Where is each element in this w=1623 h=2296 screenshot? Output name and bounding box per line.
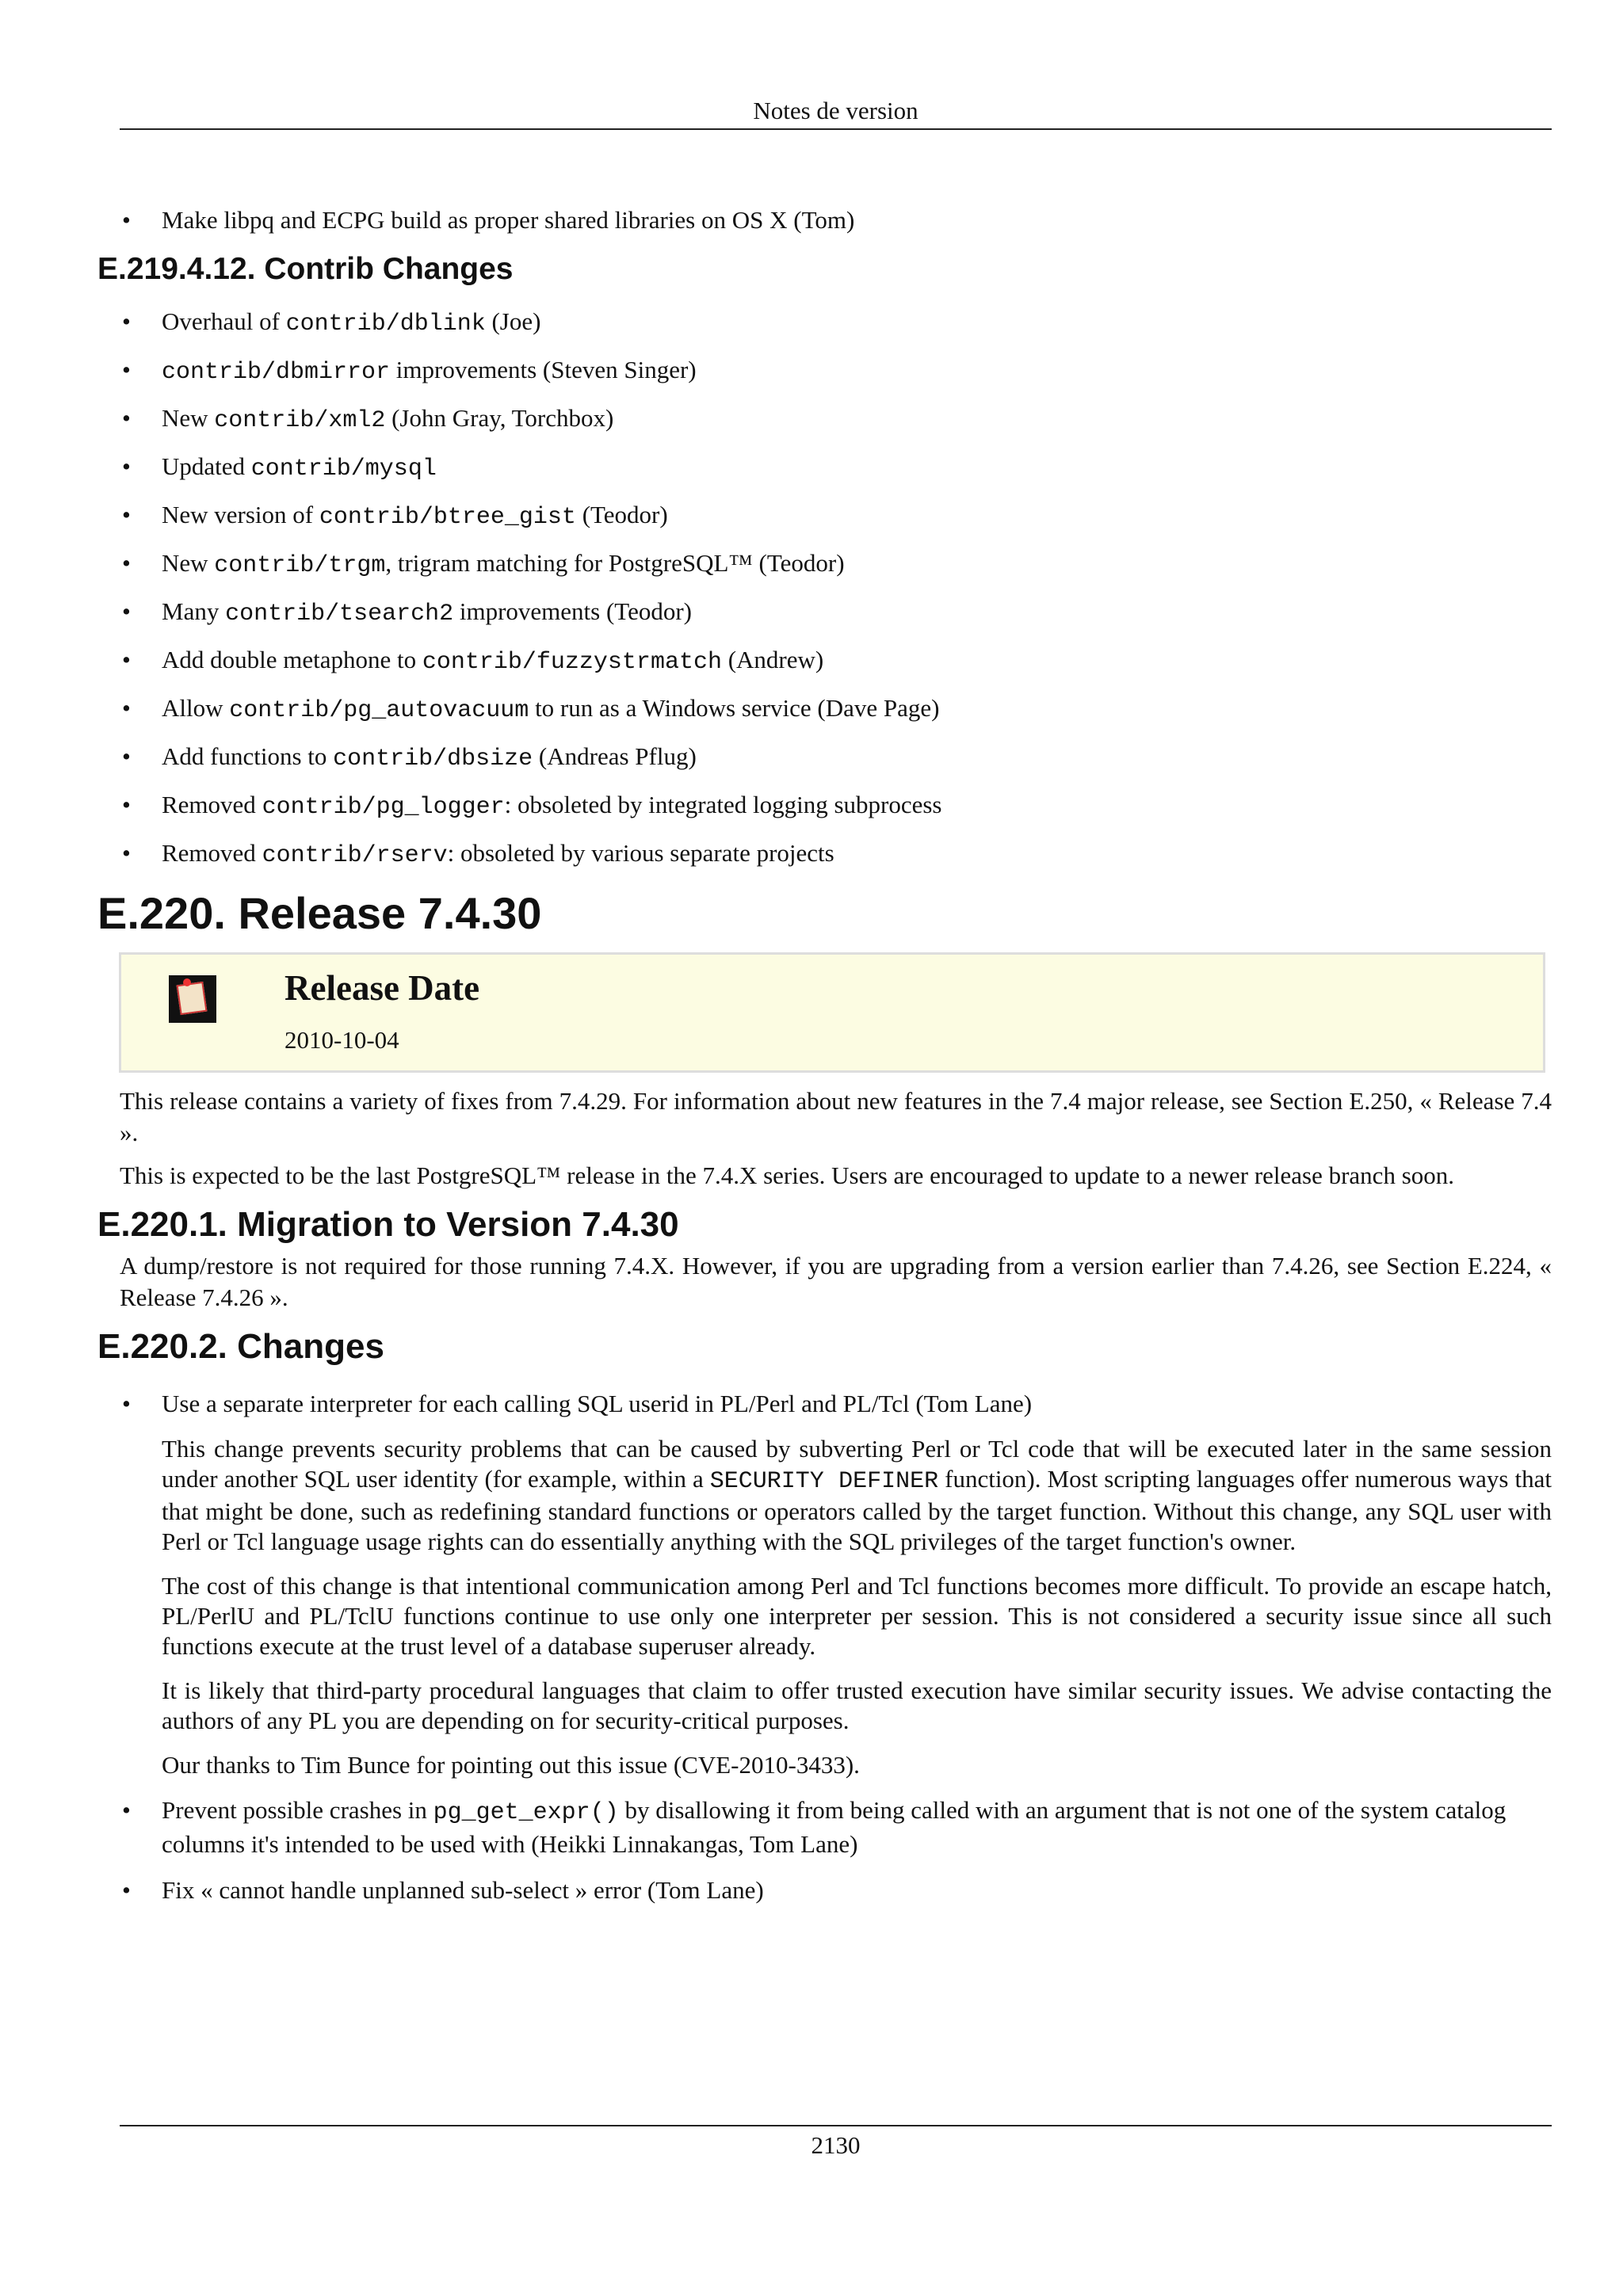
note-title: Release Date [285,968,480,1008]
list-item: • New version of contrib/btree_gist (Teodor) [122,501,668,531]
page-content [97,204,1552,1920]
list-item: • Many contrib/tsearch2 improvements (Teodor) [122,597,692,627]
section-heading-contrib: E.219.4.12. Contrib Changes [97,252,514,286]
section-heading-release: E.220. Release 7.4.30 [97,888,542,938]
list-item: • Make libpq and ECPG build as proper shared libraries on OS X (Tom) [97,204,1552,236]
list-item: • Add functions to contrib/dbsize (Andreas Pflug) [122,742,697,772]
list-item: • Use a separate interpreter for each calling SQL userid in PL/Perl and PL/Tcl (Tom Lane) This change prevents security problems that can be caused by subverting Perl or Tcl code that will be executed later in the same session under another SQL user identity (for example, within a SECURITY DEFINER function). Most scripting languages offer numerous ways that that might be done, such as redefining standard functions or operators called by the target function. Without this change, any SQL user with Perl or Tcl language usage rights can do essentially anything with the SQL privileges of the target function's owner. The cost of this change is that intentional communication among Perl and Tcl functions becomes more difficult. To provide an escape hatch, PL/PerlU and PL/TclU functions continue to use only one interpreter per session. This is not considered a security issue since all such functions execute at the trust level of a database superuser already. It is likely that third-party procedural languages that claim to offer trusted execution have similar security issues. We advise contacting the authors of any PL you are depending on for security-critical purposes. Our thanks to Tim Bunce for pointing out this issue (CVE-2010-3433). [122,1390,1552,1779]
list-item: • New contrib/trgm, trigram matching for PostgreSQL™ (Teodor) [122,549,845,579]
running-header: Notes de version [120,93,1552,130]
list-item: • contrib/dbmirror improvements (Steven Singer) [122,356,697,386]
change-detail: It is likely that third-party procedural languages that claim to offer trusted execution have similar security issues. We advise contacting the authors of any PL you are depending on for security-critical purposes. [162,1676,1552,1734]
section-heading-changes: E.220.2. Changes [97,1327,384,1366]
list-item: • Allow contrib/pg_autovacuum to run as a Windows service (Dave Page) [122,694,940,724]
note-icon [169,975,216,1023]
list-item: • Add double metaphone to contrib/fuzzystrmatch (Andrew) [122,646,824,676]
change-detail: The cost of this change is that intentional communication among Perl and Tcl functions becomes more difficult. To provide an escape hatch, PL/PerlU and PL/TclU functions continue to use only one interpreter per session. This is not considered a security issue since all such functions execute at the trust level of a database superuser already. [162,1572,1552,1660]
list-item: • Prevent possible crashes in pg_get_expr() by disallowing it from being called with an argument that is not one of the system catalog columns it's intended to be used with (Heikki Linnakangas, Tom Lane) [122,1796,1507,1858]
release-paragraph-2: This is expected to be the last PostgreSQL™ release in the 7.4.X series. Users are encouraged to update to a newer release branch soon. [120,1161,1455,1189]
release-date-note [119,952,1545,1073]
note-date: 2010-10-04 [285,1026,399,1054]
release-paragraph-1: This release contains a variety of fixes from 7.4.29. For information about new features in the 7.4 major release, see Section E.250, « Release 7.4 ». [120,1087,1552,1146]
page-footer: 2130 [120,2125,1552,2160]
list-item: • Fix « cannot handle unplanned sub-select » error (Tom Lane) [122,1876,764,1904]
list-item: • Updated contrib/mysql [122,452,437,482]
top-list [97,204,1552,236]
list-item: • Removed contrib/pg_logger: obsoleted by integrated logging subprocess [122,791,942,821]
list-item: • New contrib/xml2 (John Gray, Torchbox) [122,404,614,434]
change-detail: Our thanks to Tim Bunce for pointing out this issue (CVE-2010-3433). [162,1751,860,1779]
bullet: • [122,206,131,234]
contrib-list [97,306,1552,871]
list-item: • Overhaul of contrib/dblink (Joe) [122,307,541,338]
migration-paragraph: A dump/restore is not required for those running 7.4.X. However, if you are upgrading from a version earlier than 7.4.26, see Section E.224, « Release 7.4.26 ». [120,1252,1552,1311]
section-heading-migration: E.220.1. Migration to Version 7.4.30 [97,1205,679,1244]
list-item: • Removed contrib/rserv: obsoleted by various separate projects [122,839,834,869]
changes-list [97,1388,1552,1906]
change-detail: This change prevents security problems that can be caused by subverting Perl or Tcl code that will be executed later in the same session under another SQL user identity (for example, within a SECURITY DEFINER function). Most scripting languages offer numerous ways that that might be done, such as redefining standard functions or operators called by the target function. Without this change, any SQL user with Perl or Tcl language usage rights can do essentially anything with the SQL privileges of the target function's owner. [162,1435,1552,1555]
